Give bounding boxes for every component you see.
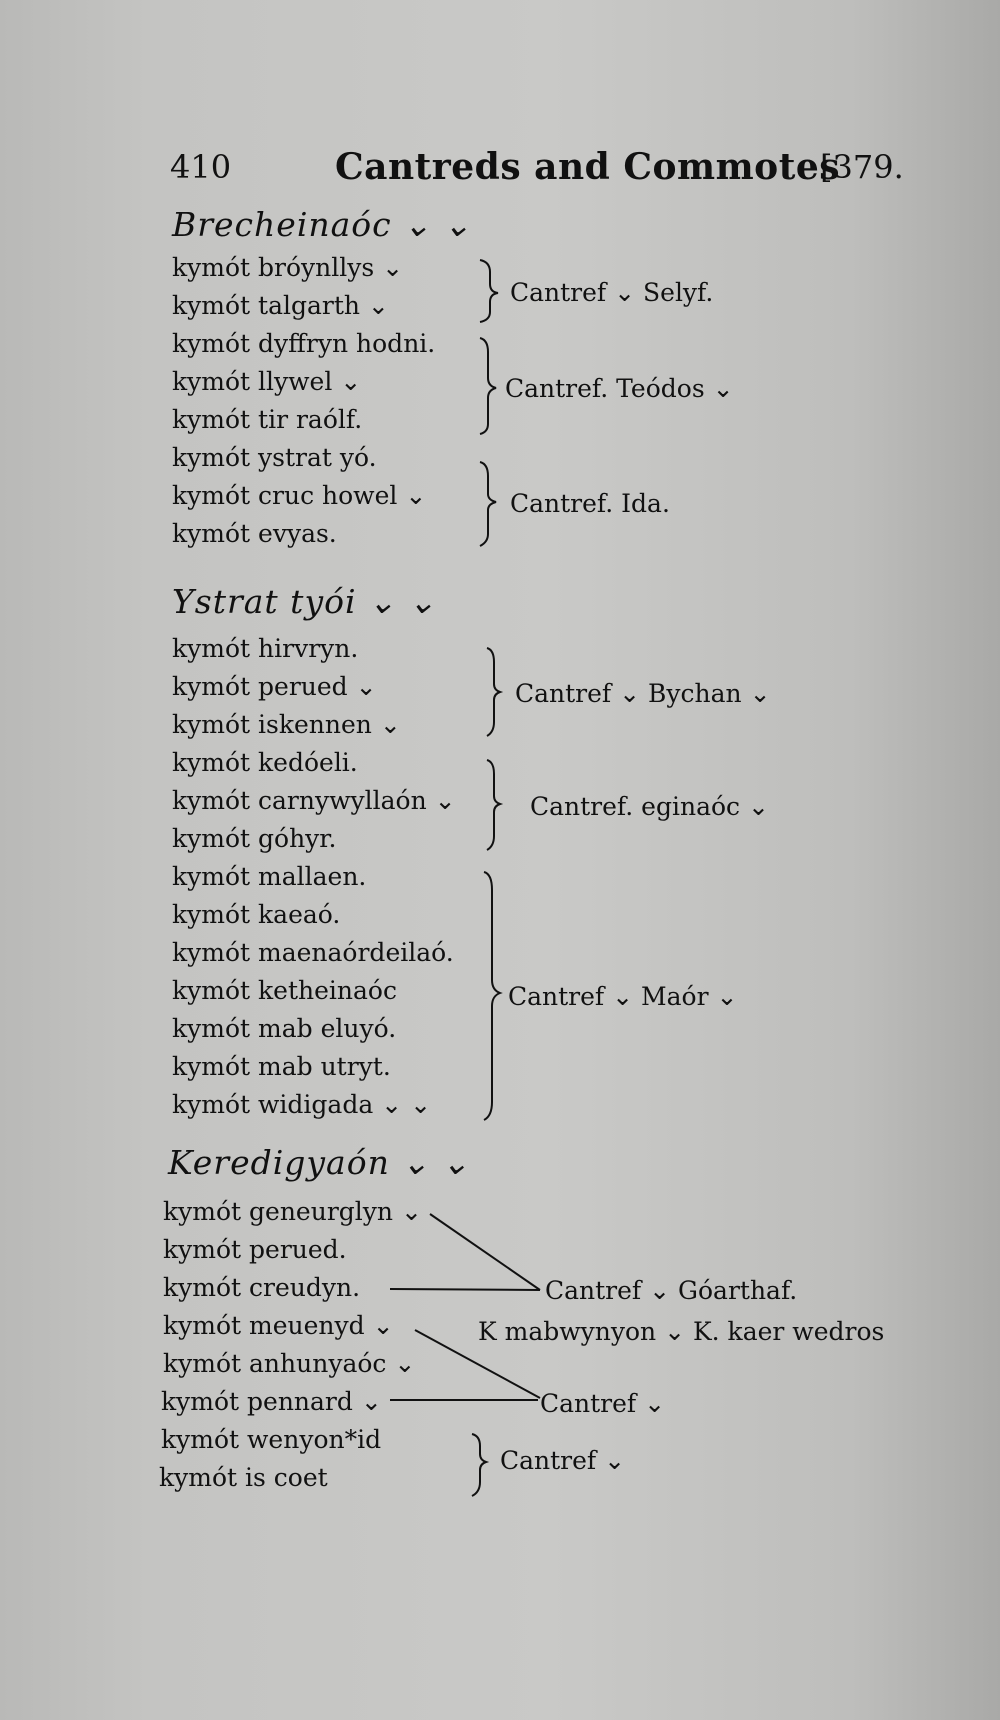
list-item: kymót geneurglyn ⌄ [163,1197,422,1226]
cantref-label: Cantref ⌄ Maór ⌄ [508,982,738,1011]
connector-line [390,1289,540,1290]
brace [472,1434,486,1496]
brace [480,260,498,322]
list-item: kymót creudyn. [163,1273,361,1302]
list-item: kymót hirvryn. [172,634,359,663]
brace [480,338,496,434]
list-item: kymót evyas. [172,519,337,548]
list-item: kymót wenyon*id [161,1425,382,1454]
page-title: Cantreds and Commotes [335,146,840,188]
list-item: kymót ketheinaóc [172,976,397,1005]
section-heading: Ystrat tyói ⌄ ⌄ [172,582,437,621]
list-item: kymót iskennen ⌄ [172,710,401,739]
list-item: kymót perued. [163,1235,347,1264]
page-number: 410 [170,148,232,186]
list-item: kymót bróynllys ⌄ [172,253,404,282]
list-item: kymót carnywyllaón ⌄ [172,786,456,815]
list-item: kymót mab eluyó. [172,1014,397,1043]
connector-line [415,1330,540,1398]
list-item: kymót anhunyaóc ⌄ [163,1349,416,1378]
list-item: kymót mab utryt. [172,1052,391,1081]
cantref-label: Cantref ⌄ Bychan ⌄ [515,679,771,708]
list-item: kymót tir raólf. [172,405,363,434]
list-item: kymót mallaen. [172,862,367,891]
list-item: kymót maenaórdeilaó. [172,938,454,967]
list-item: kymót perued ⌄ [172,672,377,701]
page-ref: [379. [820,148,904,186]
list-item: kymót talgarth ⌄ [172,291,389,320]
cantref-label: Cantref ⌄ [500,1446,626,1475]
list-item: kymót pennard ⌄ [161,1387,382,1416]
cantref-label: Cantref. eginaóc ⌄ [530,792,769,821]
list-item: kymót kedóeli. [172,748,358,777]
brace [487,760,500,850]
cantref-label: Cantref. Ida. [510,489,670,518]
section-heading: Brecheinaóc ⌄ ⌄ [172,205,472,244]
list-item: kymót dyffryn hodni. [172,329,436,358]
brace [480,462,496,546]
list-item: kymót kaeaó. [172,900,341,929]
list-item: kymót is coet [159,1463,328,1492]
list-item: kymót ystrat yó. [172,443,377,472]
list-item: kymót llywel ⌄ [172,367,362,396]
cantref-label: Cantref ⌄ Góarthaf. [545,1276,798,1305]
brace [487,648,500,736]
list-item: kymót góhyr. [172,824,337,853]
cantref-label: Cantref ⌄ Selyf. [510,278,714,307]
brace [484,872,500,1120]
connector-line [430,1214,540,1290]
list-item: kymót cruc howel ⌄ [172,481,427,510]
section-heading: Keredigyaón ⌄ ⌄ [168,1143,471,1182]
cantref-label: Cantref. Teódos ⌄ [505,374,734,403]
cantref-note: K mabwynyon ⌄ K. kaer wedros [478,1317,885,1346]
list-item: kymót widigada ⌄ ⌄ [172,1090,432,1119]
list-item: kymót meuenyd ⌄ [163,1311,394,1340]
cantref-label: Cantref ⌄ [540,1389,666,1418]
